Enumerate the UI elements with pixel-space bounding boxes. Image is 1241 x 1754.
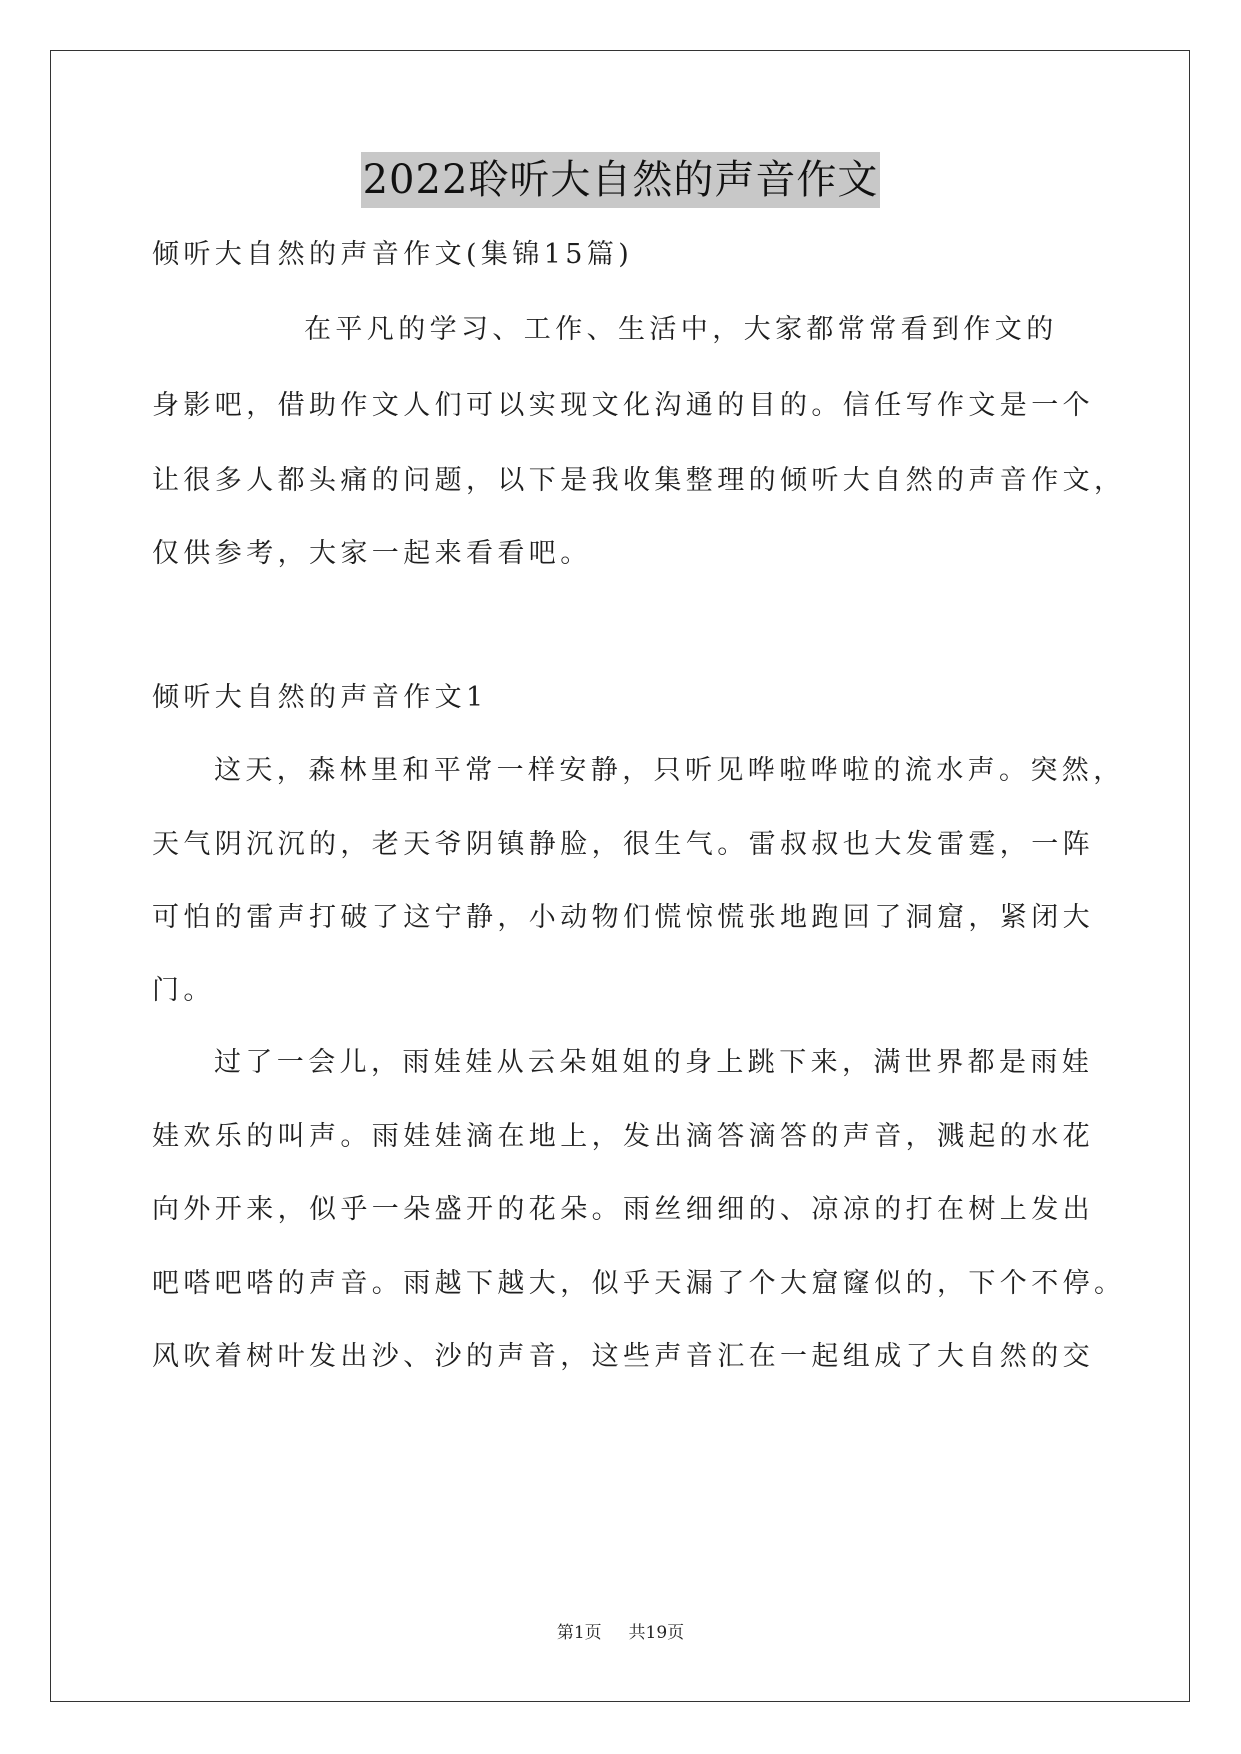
page-number-current: 第1页 [556, 1623, 602, 1643]
page-footer [0, 1618, 1241, 1643]
body-line-4: 门。 [152, 975, 215, 1006]
section-heading: 倾听大自然的声音作文1 [152, 682, 488, 713]
body-line-6: 娃欢乐的叫声。雨娃娃滴在地上，发出滴答滴答的声音，溅起的水花 [152, 1121, 1094, 1152]
body-line-7: 向外开来，似乎一朵盛开的花朵。雨丝细细的、凉凉的打在树上发出 [152, 1194, 1094, 1225]
intro-line-3: 让很多人都头痛的问题，以下是我收集整理的倾听大自然的声音作文， [152, 465, 1126, 496]
body-line-9: 风吹着树叶发出沙、沙的声音，这些声音汇在一起组成了大自然的交 [152, 1341, 1094, 1372]
intro-line-1: 在平凡的学习、工作、生活中，大家都常常看到作文的 [304, 314, 1058, 345]
body-line-8: 吧嗒吧嗒的声音。雨越下越大，似乎天漏了个大窟窿似的，下个不停。 [152, 1268, 1126, 1299]
page-border [50, 50, 1190, 1702]
body-line-2: 天气阴沉沉的，老天爷阴镇静脸，很生气。雷叔叔也大发雷霆，一阵 [152, 829, 1094, 860]
body-line-3: 可怕的雷声打破了这宁静，小动物们慌惊慌张地跑回了洞窟，紧闭大 [152, 902, 1094, 933]
subtitle-line: 倾听大自然的声音作文(集锦15篇) [152, 239, 634, 270]
intro-line-4: 仅供参考，大家一起来看看吧。 [152, 538, 592, 569]
document-title: 2022聆听大自然的声音作文 [361, 152, 881, 208]
intro-line-2: 身影吧，借助作文人们可以实现文化沟通的目的。信任写作文是一个 [152, 390, 1094, 421]
body-line-5: 过了一会儿，雨娃娃从云朵姐姐的身上跳下来，满世界都是雨娃 [214, 1047, 1094, 1078]
body-line-1: 这天，森林里和平常一样安静，只听见哗啦哗啦的流水声。突然， [214, 755, 1125, 786]
page-number-total: 共19页 [628, 1623, 685, 1643]
title-container [0, 152, 1241, 208]
